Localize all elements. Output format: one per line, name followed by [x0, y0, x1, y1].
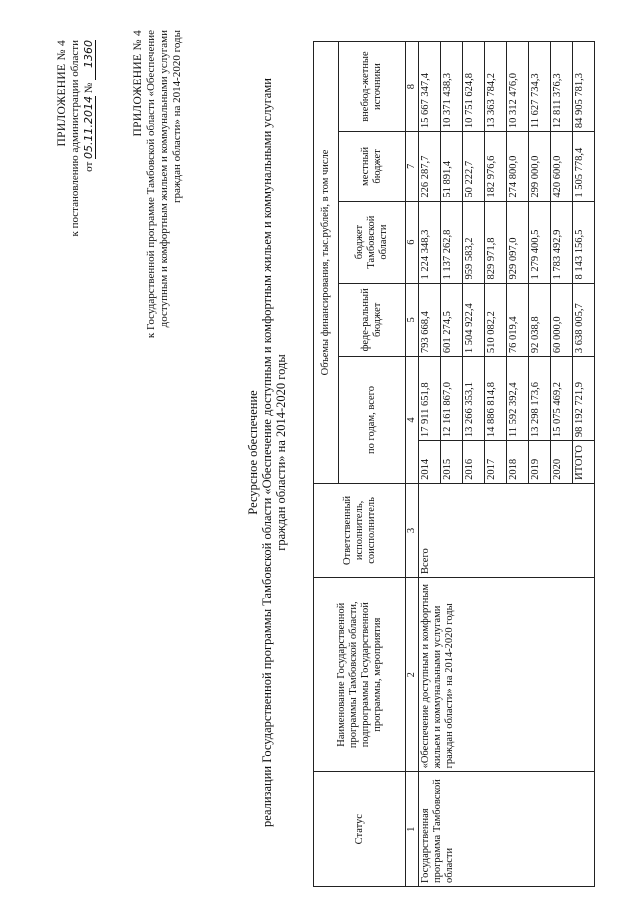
appendix-program-line-2: доступным и комфортным жильем и коммунальными услугами — [158, 30, 170, 328]
appendix-decree-date-line — [82, 40, 96, 237]
regional-cell: 1 783 492,9 — [551, 201, 573, 283]
regional-cell: 1 137 262,8 — [441, 201, 463, 283]
col-number: 5 — [406, 283, 419, 357]
regional-cell: 959 583,2 — [463, 201, 485, 283]
regional-cell: 829 971,8 — [485, 201, 507, 283]
total-cell: 14 886 814,8 — [485, 357, 507, 441]
year-cell: 2016 — [463, 441, 485, 484]
extra-cell: 15 667 347,4 — [419, 42, 441, 132]
total-cell: 13 298 173,6 — [529, 357, 551, 441]
extra-cell: 13 363 784,2 — [485, 42, 507, 132]
federal-cell: 510 082,2 — [485, 283, 507, 357]
total-cell: 13 266 353,1 — [463, 357, 485, 441]
appendix-decree-subtitle: к постановлению администрации области — [69, 40, 81, 237]
header-local: местный бюджет — [339, 132, 406, 202]
year-cell: 2019 — [529, 441, 551, 484]
federal-cell: 601 274,5 — [441, 283, 463, 357]
program-name-cell: «Обеспечение доступным и комфортным жильем и коммунальными услугами граждан области» на 2014-2020 годы — [419, 578, 595, 772]
table-row — [419, 42, 441, 887]
extra-cell: 84 905 781,3 — [573, 42, 595, 132]
header-status: Статус — [314, 772, 406, 887]
col-number: 4 — [406, 357, 419, 484]
col-number: 3 — [406, 483, 419, 577]
federal-cell: 793 668,4 — [419, 283, 441, 357]
appendix-program-line-3: граждан области» на 2014-2020 годы — [171, 30, 183, 203]
extra-cell: 12 811 376,3 — [551, 42, 573, 132]
executor-cell: Всего — [419, 483, 595, 577]
extra-cell: 10 312 476,0 — [507, 42, 529, 132]
extra-cell: 10 371 438,3 — [441, 42, 463, 132]
year-cell: 2020 — [551, 441, 573, 484]
column-numbers-row — [406, 42, 419, 887]
federal-cell: 1 504 922,4 — [463, 283, 485, 357]
year-cell: ИТОГО — [573, 441, 595, 484]
year-cell: 2018 — [507, 441, 529, 484]
extra-cell: 11 627 734,3 — [529, 42, 551, 132]
col-number: 1 — [406, 772, 419, 887]
status-cell: Государственная программа Тамбовской области — [419, 772, 595, 887]
total-cell: 15 075 469,2 — [551, 357, 573, 441]
appendix-decree-block — [56, 40, 96, 237]
title-line-3: граждан области» на 2014-2020 годы — [274, 354, 288, 551]
header-regional: бюджет Тамбовской области — [339, 201, 406, 283]
appendix-program-block — [132, 30, 184, 338]
federal-cell: 3 638 005,7 — [573, 283, 595, 357]
header-by-year: по годам, всего — [339, 357, 406, 484]
total-cell: 98 192 721,9 — [573, 357, 595, 441]
handwritten-number: 1360 — [82, 40, 96, 80]
total-cell: 11 592 392,4 — [507, 357, 529, 441]
col-number: 7 — [406, 132, 419, 202]
col-number: 6 — [406, 201, 419, 283]
date-prefix: от — [83, 161, 95, 172]
local-cell: 182 976,6 — [485, 132, 507, 202]
header-name: Наименование Государственной программы Тамбовской области, подпрограммы Государственной программы, мероприятия — [314, 578, 406, 772]
col-number: 8 — [406, 42, 419, 132]
number-prefix: № — [83, 82, 95, 94]
regional-cell: 8 143 156,5 — [573, 201, 595, 283]
year-cell: 2017 — [485, 441, 507, 484]
resource-table — [313, 41, 595, 887]
federal-cell: 60 000,0 — [551, 283, 573, 357]
header-funding: Объемы финансирования, тыс.рублей, в том числе — [314, 42, 339, 484]
year-cell: 2014 — [419, 441, 441, 484]
header-extra: внебюд-жетные источники — [339, 42, 406, 132]
title-line-2: реализации Государственной программы Тамбовской области «Обеспечение доступным и комфортным жильем и коммунальными услугами — [260, 78, 274, 827]
appendix-program-heading: ПРИЛОЖЕНИЕ № 4 — [132, 30, 144, 137]
table-body — [419, 42, 595, 887]
appendix-program-line-1: к Государственной программе Тамбовской области «Обеспечение — [145, 30, 157, 339]
local-cell: 226 287,7 — [419, 132, 441, 202]
local-cell: 50 222,7 — [463, 132, 485, 202]
extra-cell: 10 751 624,8 — [463, 42, 485, 132]
federal-cell: 76 019,4 — [507, 283, 529, 357]
regional-cell: 1 279 400,5 — [529, 201, 551, 283]
header-executor: Ответственный исполнитель, соисполнитель — [314, 483, 406, 577]
local-cell: 1 505 778,4 — [573, 132, 595, 202]
regional-cell: 1 224 348,3 — [419, 201, 441, 283]
handwritten-date: 05.11.2014 — [82, 96, 95, 159]
col-number: 2 — [406, 578, 419, 772]
total-cell: 12 161 867,0 — [441, 357, 463, 441]
document-title — [246, 0, 288, 905]
local-cell: 420 600,0 — [551, 132, 573, 202]
title-line-1: Ресурсное обеспечение — [246, 390, 260, 515]
appendix-decree-heading: ПРИЛОЖЕНИЕ № 4 — [56, 40, 68, 147]
total-cell: 17 911 651,8 — [419, 357, 441, 441]
header-federal: феде-ральный бюджет — [339, 283, 406, 357]
local-cell: 51 891,4 — [441, 132, 463, 202]
federal-cell: 92 038,8 — [529, 283, 551, 357]
local-cell: 299 000,0 — [529, 132, 551, 202]
local-cell: 274 800,0 — [507, 132, 529, 202]
year-cell: 2015 — [441, 441, 463, 484]
regional-cell: 929 097,0 — [507, 201, 529, 283]
